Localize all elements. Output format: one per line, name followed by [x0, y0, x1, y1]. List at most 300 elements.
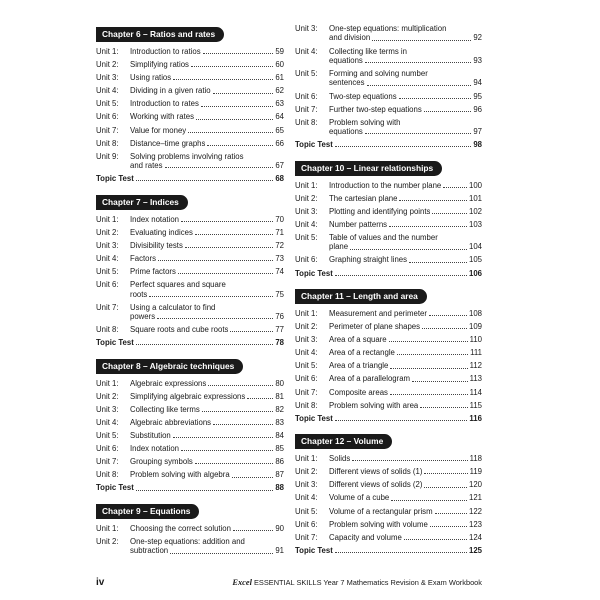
page-number: iv — [96, 577, 105, 588]
entry-title: Volume of a rectangular prism — [329, 506, 433, 516]
toc-entry — [295, 105, 482, 114]
entry-body — [329, 401, 482, 410]
footer-title — [232, 578, 482, 587]
entry-line — [329, 309, 482, 318]
toc-entry — [295, 454, 482, 463]
unit-number: Unit 4: — [96, 86, 119, 96]
dot-leader — [335, 275, 467, 276]
entry-body — [329, 255, 482, 264]
topic-test-entry — [295, 546, 482, 555]
entry-body — [329, 233, 482, 252]
entry-body — [130, 405, 284, 414]
entry-body — [329, 361, 482, 370]
entry-title: Index notation — [130, 444, 179, 454]
unit-number: Unit 2: — [96, 60, 119, 70]
unit-number: Unit 6: — [295, 91, 318, 101]
entry-title: Square roots and cube roots — [130, 325, 229, 335]
entry-body — [130, 524, 284, 533]
dot-leader — [195, 463, 273, 464]
page-ref: 76 — [275, 312, 284, 322]
entry-title: Problem solving with area — [329, 400, 419, 410]
entry-body — [130, 537, 284, 556]
toc-entry — [96, 73, 284, 82]
entry-line — [130, 537, 284, 546]
dot-leader — [335, 146, 471, 147]
page-ref: 101 — [468, 193, 482, 203]
entry-title: Introduction to the number plane — [329, 180, 442, 190]
page-ref: 87 — [275, 470, 284, 480]
unit-number: Unit 1: — [96, 214, 119, 224]
unit-number: Unit 4: — [295, 46, 318, 56]
toc-entry — [96, 254, 284, 263]
entry-title: Problem solving with algebra — [130, 470, 230, 480]
entry-line — [130, 112, 284, 121]
unit-number: Unit 6: — [96, 444, 119, 454]
entry-body — [130, 267, 284, 276]
page-ref: 82 — [275, 404, 284, 414]
footer-book-title: ESSENTIAL SKILLS Year 7 Mathematics Revision & Exam Workbook — [251, 578, 482, 587]
entry-title: Different views of solids (2) — [329, 480, 423, 490]
entry-line — [329, 233, 482, 242]
chapter-heading: Chapter 8 – Algebraic techniques — [96, 359, 243, 374]
toc-entry — [96, 60, 284, 69]
dot-leader — [399, 200, 467, 201]
dot-leader — [352, 460, 467, 461]
entry-title: Area of a rectangle — [329, 348, 395, 358]
unit-number: Unit 7: — [295, 387, 318, 397]
entry-line — [329, 335, 482, 344]
page-ref: 97 — [473, 127, 482, 137]
toc-entry — [96, 392, 284, 401]
dot-leader — [136, 180, 273, 181]
dot-leader — [201, 106, 273, 107]
entry-title: Evaluating indices — [130, 227, 193, 237]
dot-leader — [390, 394, 468, 395]
unit-number: Unit 3: — [295, 24, 318, 33]
entry-line — [329, 467, 482, 476]
entry-line — [130, 379, 284, 388]
page-ref: 119 — [469, 467, 482, 477]
entry-line — [329, 255, 482, 264]
entry-line — [130, 60, 284, 69]
entry-title: Further two-step equations — [329, 104, 422, 114]
dot-leader — [173, 79, 273, 80]
entry-line — [329, 322, 482, 331]
toc-entry — [96, 215, 284, 224]
entry-title: Using a calculator to find — [130, 302, 216, 312]
entry-title: Volume of a cube — [329, 493, 390, 503]
entry-body — [329, 322, 482, 331]
dot-leader — [430, 526, 467, 527]
entry-line — [130, 431, 284, 440]
unit-number: Unit 8: — [96, 138, 119, 148]
entry-body — [329, 220, 482, 229]
unit-number: Unit 2: — [295, 193, 318, 203]
unit-number: Unit 7: — [295, 532, 318, 542]
dot-leader — [397, 354, 468, 355]
dot-leader — [202, 411, 274, 412]
unit-number: Unit 9: — [96, 151, 119, 161]
dot-leader — [432, 213, 467, 214]
toc-entry — [295, 309, 482, 318]
unit-number: Unit 2: — [295, 467, 318, 477]
entry-title: Introduction to ratios — [130, 47, 201, 56]
page-ref: 95 — [473, 91, 482, 101]
dot-leader — [173, 437, 274, 438]
dot-leader — [443, 187, 467, 188]
page-ref: 110 — [469, 335, 482, 345]
entry-title: subtraction — [130, 546, 169, 556]
entry-line — [96, 174, 284, 183]
unit-number: Unit 1: — [295, 308, 318, 318]
entry-line — [130, 215, 284, 224]
dot-leader — [188, 132, 273, 133]
entry-line — [130, 139, 284, 148]
dot-leader — [390, 368, 467, 369]
entry-title: Divisibility tests — [130, 240, 183, 250]
page-ref: 125 — [468, 545, 482, 555]
dot-leader — [424, 111, 472, 112]
page-ref: 60 — [275, 60, 284, 70]
page-ref: 92 — [473, 33, 482, 43]
page-ref: 62 — [275, 86, 284, 96]
entry-body — [130, 241, 284, 250]
topic-test-entry — [295, 269, 482, 278]
page-ref: 100 — [468, 180, 482, 190]
entry-body — [96, 174, 284, 183]
page-ref: 123 — [468, 519, 482, 529]
entry-line — [130, 546, 284, 555]
toc-entry — [96, 303, 284, 322]
dot-leader — [136, 344, 273, 345]
entry-body — [329, 533, 482, 542]
page-ref: 90 — [275, 523, 284, 533]
page-ref: 78 — [275, 338, 284, 348]
dot-leader — [196, 119, 273, 120]
toc-entry — [96, 86, 284, 95]
entry-line — [329, 69, 482, 78]
entry-line — [329, 493, 482, 502]
page-ref: 59 — [275, 47, 284, 56]
chapter-heading: Chapter 7 – Indices — [96, 195, 188, 210]
entry-body — [329, 348, 482, 357]
toc-entry — [295, 335, 482, 344]
dot-leader — [365, 62, 471, 63]
toc-entry — [295, 233, 482, 252]
toc-entry — [96, 228, 284, 237]
page-ref: 73 — [275, 253, 284, 263]
unit-number: Unit 1: — [96, 523, 119, 533]
entry-line — [329, 401, 482, 410]
entry-line — [329, 47, 482, 56]
dot-leader — [372, 40, 471, 41]
dot-leader — [389, 341, 468, 342]
unit-number: Unit 5: — [96, 431, 119, 440]
dot-leader — [213, 424, 273, 425]
entry-line — [329, 361, 482, 370]
entry-line — [130, 73, 284, 82]
dot-leader — [203, 53, 274, 54]
toc-entry — [96, 379, 284, 388]
entry-line — [329, 348, 482, 357]
unit-number: Unit 7: — [96, 125, 119, 135]
toc-entry — [295, 69, 482, 88]
chapter-section — [96, 24, 284, 184]
entry-line — [130, 99, 284, 108]
toc-entry — [295, 322, 482, 331]
topic-test-entry — [295, 140, 482, 149]
entry-line — [295, 546, 482, 555]
toc-entry — [96, 152, 284, 171]
page-ref: 102 — [468, 206, 482, 216]
entry-line — [130, 312, 284, 321]
unit-number: Unit 3: — [295, 335, 318, 345]
unit-number: Unit 7: — [96, 457, 119, 467]
entry-line — [329, 105, 482, 114]
unit-number: Unit 3: — [96, 404, 119, 414]
page-ref: 64 — [275, 112, 284, 122]
dot-leader — [335, 552, 467, 553]
unit-number: Unit 6: — [295, 374, 318, 384]
dot-leader — [181, 450, 273, 451]
dot-leader — [232, 477, 274, 478]
entry-body — [329, 69, 482, 88]
entry-title: Prime factors — [130, 267, 176, 277]
dot-leader — [181, 221, 273, 222]
entry-body — [130, 73, 284, 82]
entry-title: Algebraic abbreviations — [130, 417, 212, 427]
entry-line — [130, 241, 284, 250]
dot-leader — [367, 85, 472, 86]
entry-line — [130, 444, 284, 453]
toc-entry — [295, 92, 482, 101]
unit-number: Unit 1: — [295, 454, 318, 464]
entry-body — [130, 418, 284, 427]
entry-title: Area of a square — [329, 335, 387, 345]
entry-body — [329, 92, 482, 101]
entry-title: Forming and solving number — [329, 69, 428, 78]
page-ref: 68 — [275, 174, 284, 184]
topic-test-label: Topic Test — [96, 174, 134, 184]
entry-title: Perfect squares and square — [130, 280, 226, 290]
dot-leader — [207, 145, 273, 146]
page-ref: 94 — [473, 78, 482, 88]
page-ref: 105 — [468, 255, 482, 265]
entry-title: equations — [329, 55, 363, 65]
page-ref: 66 — [275, 138, 284, 148]
unit-number: Unit 3: — [295, 206, 318, 216]
entry-body — [130, 152, 284, 171]
entry-title: The cartesian plane — [329, 193, 398, 203]
entry-line — [130, 228, 284, 237]
page-ref: 77 — [275, 325, 284, 335]
entry-title: Working with rates — [130, 112, 194, 122]
entry-line — [96, 483, 284, 492]
entry-title: Different views of solids (1) — [329, 467, 423, 477]
entry-line — [130, 325, 284, 334]
page-ref: 106 — [468, 268, 482, 278]
entry-body — [130, 228, 284, 237]
entry-line — [130, 126, 284, 135]
entry-body — [329, 181, 482, 190]
entry-title: Choosing the correct solution — [130, 523, 231, 533]
entry-body — [130, 86, 284, 95]
dot-leader — [335, 420, 468, 421]
entry-title: Two-step equations — [329, 91, 397, 101]
entry-title: and rates — [130, 161, 163, 171]
entry-title: Using ratios — [130, 73, 172, 83]
dot-leader — [158, 260, 273, 261]
entry-line — [329, 480, 482, 489]
dot-leader — [389, 226, 467, 227]
entry-title: powers — [130, 312, 156, 322]
entry-body — [130, 470, 284, 479]
topic-test-entry — [96, 174, 284, 183]
page-ref: 85 — [275, 444, 284, 454]
entry-title: Value for money — [130, 125, 187, 135]
unit-number: Unit 2: — [96, 536, 119, 546]
chapter-section — [295, 158, 482, 278]
entry-body — [130, 139, 284, 148]
unit-number: Unit 8: — [96, 325, 119, 335]
unit-number: Unit 4: — [295, 348, 318, 358]
unit-number: Unit 4: — [96, 253, 119, 263]
page-ref: 84 — [275, 431, 284, 440]
entry-line — [130, 152, 284, 161]
toc-entry — [96, 241, 284, 250]
toc-entry — [295, 47, 482, 66]
entry-body — [130, 457, 284, 466]
entry-line — [329, 220, 482, 229]
toc-entry — [295, 207, 482, 216]
page-ref: 121 — [468, 493, 482, 503]
page-ref: 86 — [275, 457, 284, 467]
entry-line — [130, 86, 284, 95]
entry-line — [130, 47, 284, 56]
entry-body — [130, 112, 284, 121]
toc-entry — [96, 470, 284, 479]
dot-leader — [170, 553, 273, 554]
entry-body — [329, 388, 482, 397]
entry-body — [130, 444, 284, 453]
toc-entry — [295, 118, 482, 137]
unit-number: Unit 4: — [295, 493, 318, 503]
page-ref: 115 — [469, 400, 482, 410]
toc-right-column — [295, 24, 482, 563]
unit-number: Unit 8: — [295, 400, 318, 410]
toc-entry — [295, 194, 482, 203]
entry-title: One-step equations: addition and — [130, 536, 245, 546]
chapter-heading: Chapter 9 – Equations — [96, 504, 199, 519]
page-ref: 116 — [469, 413, 482, 423]
toc-entry — [96, 418, 284, 427]
chapter-section — [96, 356, 284, 493]
page-ref: 118 — [469, 454, 482, 464]
entry-title: Distance–time graphs — [130, 138, 206, 148]
toc-entry — [295, 348, 482, 357]
entry-body — [329, 520, 482, 529]
dot-leader — [404, 539, 467, 540]
topic-test-label: Topic Test — [295, 545, 333, 555]
entry-title: Algebraic expressions — [130, 378, 207, 388]
unit-number: Unit 6: — [96, 280, 119, 290]
entry-body — [130, 392, 284, 401]
page-ref: 113 — [469, 374, 482, 384]
unit-number: Unit 6: — [295, 255, 318, 265]
toc-entry — [295, 467, 482, 476]
page-footer — [96, 577, 482, 591]
toc-entry — [96, 139, 284, 148]
toc-entry — [96, 431, 284, 440]
chapter-heading: Chapter 11 – Length and area — [295, 289, 427, 304]
footer-brand: Excel — [232, 578, 252, 587]
unit-number: Unit 6: — [96, 112, 119, 122]
entry-title: Area of a parallelogram — [329, 374, 411, 384]
entry-line — [329, 388, 482, 397]
unit-number: Unit 5: — [295, 69, 318, 78]
chapter-heading: Chapter 6 – Ratios and rates — [96, 27, 224, 42]
entry-title: Solving problems involving ratios — [130, 151, 244, 161]
entry-line — [329, 454, 482, 463]
entry-title: Area of a triangle — [329, 361, 389, 371]
page-ref: 71 — [275, 227, 284, 237]
dot-leader — [409, 262, 467, 263]
entry-body — [130, 47, 284, 56]
entry-title: roots — [130, 289, 148, 299]
entry-body — [130, 280, 284, 299]
unit-number: Unit 6: — [295, 519, 318, 529]
entry-body — [329, 467, 482, 476]
unit-number: Unit 1: — [96, 378, 119, 388]
entry-title: Substitution — [130, 431, 171, 440]
entry-line — [130, 280, 284, 289]
entry-body — [329, 207, 482, 216]
entry-body — [130, 303, 284, 322]
page-ref: 103 — [468, 219, 482, 229]
dot-leader — [412, 381, 468, 382]
entry-title: Table of values and the number — [329, 232, 438, 242]
unit-number: Unit 3: — [96, 240, 119, 250]
entry-title: Collecting like terms — [130, 404, 200, 414]
unit-number: Unit 1: — [295, 180, 318, 190]
toc-entry — [295, 181, 482, 190]
entry-title: Introduction to rates — [130, 99, 199, 109]
entry-body — [295, 546, 482, 555]
dot-leader — [391, 500, 467, 501]
dot-leader — [424, 473, 467, 474]
entry-title: Simplifying ratios — [130, 60, 189, 70]
entry-title: and division — [329, 33, 371, 43]
entry-body — [329, 374, 482, 383]
entry-line — [130, 405, 284, 414]
entry-line — [329, 92, 482, 101]
entry-title: equations — [329, 127, 363, 137]
dot-leader — [149, 296, 273, 297]
toc-entry — [295, 255, 482, 264]
dot-leader — [435, 513, 467, 514]
entry-line — [96, 338, 284, 347]
entry-line — [130, 524, 284, 533]
toc-entry — [295, 388, 482, 397]
dot-leader — [422, 328, 467, 329]
unit-number: Unit 5: — [295, 506, 318, 516]
unit-number: Unit 5: — [96, 267, 119, 277]
dot-leader — [165, 167, 274, 168]
entry-line — [329, 533, 482, 542]
unit-number: Unit 5: — [96, 99, 119, 109]
entry-title: Composite areas — [329, 387, 388, 397]
entry-title: plane — [329, 242, 349, 252]
